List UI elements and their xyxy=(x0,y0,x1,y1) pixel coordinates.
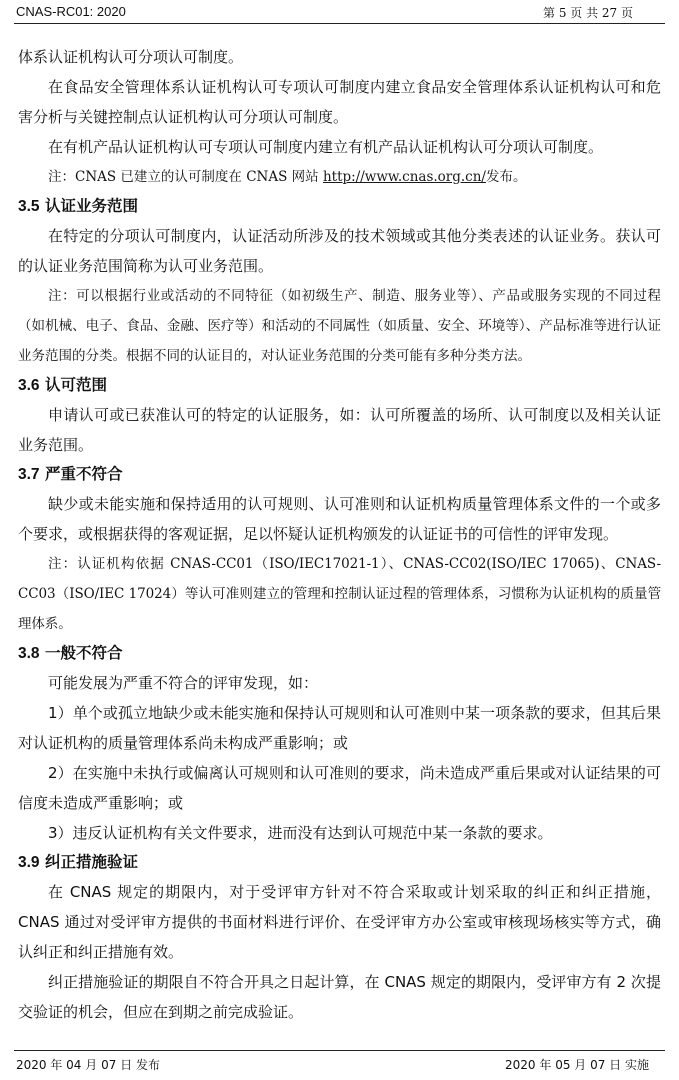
header-divider xyxy=(14,23,665,24)
section-title: 纠正措施验证 xyxy=(39,853,138,871)
paragraph: 在食品安全管理体系认证机构认可专项认可制度内建立食品安全管理体系认证机构认可和危害分析与关键控制点认证机构认可分项认可制度。 xyxy=(18,78,661,126)
paragraph: 在特定的分项认可制度内，认证活动所涉及的技术领域或其他分类表述的认证业务。获认可的认证业务范围简称为认可业务范围。 xyxy=(18,227,661,275)
document-code: CNAS-RC01: 2020 xyxy=(16,4,126,19)
paragraph: 体系认证机构认可分项认可制度。 xyxy=(18,48,244,66)
section-heading-3-8 xyxy=(18,639,661,668)
section-number: 3.7 xyxy=(18,466,40,483)
section-number: 3.9 xyxy=(18,854,40,871)
paragraph: 缺少或未能实施和保持适用的认可规则、认可准则和认证机构质量管理体系文件的一个或多个要求，或根据获得的客观证据，足以怀疑认证机构颁发的认证证书的可信性的评审发现。 xyxy=(18,495,661,543)
paragraph: 在有机产品认证机构认可专项认可制度内建立有机产品认证机构认可分项认可制度。 xyxy=(48,138,604,156)
list-item: 2）在实施中未执行或偏离认可规则和认可准则的要求，尚未造成严重后果或对认证结果的可信度未造成严重影响；或 xyxy=(18,764,661,812)
section-heading-3-9 xyxy=(18,848,661,877)
section-title: 一般不符合 xyxy=(39,644,123,662)
list-item: 3）违反认证机构有关文件要求，进而没有达到认可规范中某一条款的要求。 xyxy=(48,824,553,842)
list-item: 1）单个或孤立地缺少或未能实施和保持认可规则和认可准则中某一项条款的要求，但其后果对认证机构的质量管理体系尚未构成严重影响；或 xyxy=(18,704,661,752)
paragraph: 在 CNAS 规定的期限内，对于受评审方针对不符合采取或计划采取的纠正和纠正措施，CNAS 通过对受评审方提供的书面材料进行评价、在受评审方办公室或审核现场核实等方式，确认纠正和纠正措施有效。 xyxy=(18,883,661,961)
effective-date: 2020 年 05 月 07 日 实施 xyxy=(505,1058,649,1072)
note-text: 发布。 xyxy=(485,169,527,185)
page-number: 第 5 页 共 27 页 xyxy=(543,6,633,20)
section-heading-3-5 xyxy=(18,192,661,221)
publish-date: 2020 年 04 月 07 日 发布 xyxy=(16,1058,160,1072)
page-body xyxy=(18,42,661,1027)
note-text: 注：CNAS 已建立的认可制度在 CNAS 网站 xyxy=(48,169,323,185)
section-title: 严重不符合 xyxy=(39,465,123,483)
footer-divider xyxy=(14,1050,665,1051)
section-title: 认可范围 xyxy=(39,376,107,394)
section-number: 3.8 xyxy=(18,645,40,662)
paragraph: 可能发展为严重不符合的评审发现，如： xyxy=(48,674,319,692)
note: 注：认证机构依据 CNAS-CC01（ISO/IEC17021-1）、CNAS-CC02(ISO/IEC 17065)、CNAS-CC03（ISO/IEC 17024）等认可准则建立的管理和控制认证过程的管理体系，习惯称为认证机构的质量管理体系。 xyxy=(18,556,661,632)
cnas-website-link[interactable]: http://www.cnas.org.cn/ xyxy=(322,169,486,185)
paragraph: 纠正措施验证的期限自不符合开具之日起计算，在 CNAS 规定的期限内，受评审方有 2 次提交验证的机会，但应在到期之前完成验证。 xyxy=(18,973,661,1021)
section-number: 3.6 xyxy=(18,377,40,394)
section-heading-3-7 xyxy=(18,460,661,489)
section-number: 3.5 xyxy=(18,198,40,215)
section-heading-3-6 xyxy=(18,371,661,400)
page-footer xyxy=(16,1056,663,1076)
section-title: 认证业务范围 xyxy=(39,197,138,215)
note xyxy=(18,162,661,192)
page-header xyxy=(16,2,663,24)
note: 注：可以根据行业或活动的不同特征（如初级生产、制造、服务业等）、产品或服务实现的不同过程（如机械、电子、食品、金融、医疗等）和活动的不同属性（如质量、安全、环境等）、产品标准等进行认证业务范围的分类。根据不同的认证目的，对认证业务范围的分类可能有多种分类方法。 xyxy=(18,288,661,364)
paragraph: 申请认可或已获准认可的特定的认证服务，如：认可所覆盖的场所、认可制度以及相关认证业务范围。 xyxy=(18,406,661,454)
